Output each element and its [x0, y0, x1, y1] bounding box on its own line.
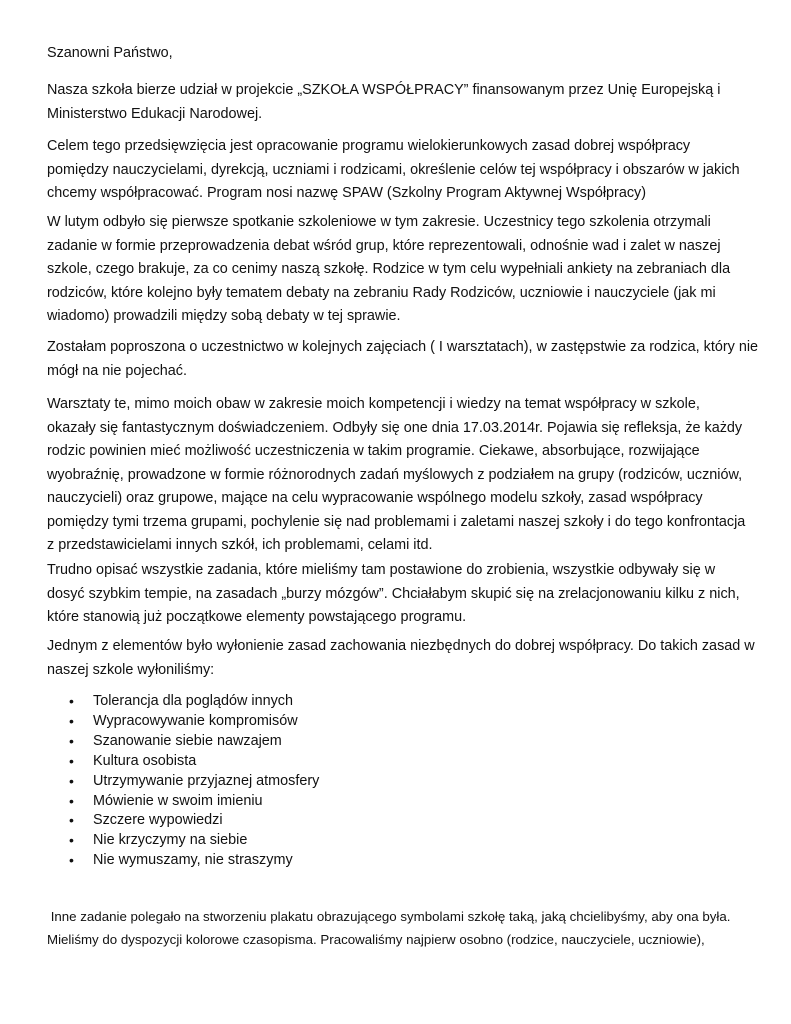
paragraph-project-goal [47, 135, 740, 206]
paragraph-line: Trudno opisać wszystkie zadania, które mieliśmy tam postawione do zrobienia, wszystkie odbywały się w [47, 562, 716, 578]
paragraph-line: Zostałam poproszona o uczestnictwo w kolejnych zajęciach ( I warsztatach), w zastępstwie za rodzica, który nie [47, 339, 759, 355]
list-item [47, 752, 319, 772]
paragraph-project-intro [47, 79, 720, 126]
rules-list [47, 692, 319, 871]
paragraph-line: zadanie w formie przeprowadzenia debat wśród grup, które reprezentowali, odnośnie wad i zalet w naszej [47, 237, 721, 254]
paragraph-line: rodziców, które kolejno były tematem debaty na zebraniu Rady Rodziców, uczniowie i nauczyciele (jak mi [47, 284, 716, 301]
paragraph-line: Mieliśmy do dyspozycji kolorowe czasopisma. Pracowaliśmy najpierw osobno (rodzice, nauczyciele, uczniowie), [47, 932, 705, 947]
list-item-label: Tolerancja dla poglądów innych [93, 693, 293, 709]
paragraph-first-meeting [47, 211, 730, 329]
paragraph-line: nauczycieli) oraz grupowe, mające na celu wypracowanie wspólnego modelu szkoły, zasad współpracy [47, 490, 703, 506]
paragraph-poster-task [47, 905, 730, 951]
list-item [47, 772, 319, 792]
list-item-label: Wypracowywanie kompromisów [93, 712, 298, 729]
paragraph-line: Celem tego przedsięwzięcia jest opracowanie programu wielokierunkowych zasad dobrej współpracy [47, 138, 691, 154]
paragraph-rules-intro [47, 635, 755, 682]
paragraph-line: Warsztaty te, mimo moich obaw w zakresie moich kompetencji i wiedzy na temat współpracy w szkole, [47, 396, 700, 412]
bullet-icon: • [69, 752, 74, 769]
bullet-icon: • [69, 732, 74, 749]
bullet-icon: • [69, 693, 74, 709]
list-item-label: Mówienie w swoim imieniu [93, 792, 263, 809]
list-item [47, 792, 319, 812]
paragraph-line: pomiędzy tymi trzema grupami, pochylenie się nad problemami i zaletami naszej szkoły i do tego konfrontacja [47, 513, 746, 530]
paragraph-line: szkole, czego brakuje, za co cenimy naszą szkołę. Rodzice w tym celu wypełniali ankiety na zebraniach dla [47, 261, 731, 277]
paragraph-line: wiadomo) prowadzili między sobą debaty w tej sprawie. [47, 308, 401, 324]
paragraph-line: Nasza szkoła bierze udział w projekcie „SZKOŁA WSPÓŁPRACY” finansowanym przez Unię Europejską i [47, 82, 721, 98]
list-item-label: Kultura osobista [93, 752, 197, 769]
greeting: Szanowni Państwo, [47, 45, 173, 61]
bullet-icon: • [69, 852, 74, 869]
paragraph-line: z przedstawicielami innych szkół, ich problemami, celami itd. [47, 537, 433, 553]
paragraph-line: okazały się fantastycznym doświadczeniem. Odbyły się one dnia 17.03.2014r. Pojawia się refleksja, że każdy [47, 419, 743, 436]
list-item [47, 712, 319, 732]
paragraph-tasks [47, 559, 740, 630]
paragraph-line: Jednym z elementów było wyłonienie zasad zachowania niezbędnych do dobrej współpracy. Do takich zasad w [47, 638, 755, 654]
paragraph-line: wyobraźnię, prowadzone w formie różnorodnych zadań myślowych z podziałem na grupy (rodziców, uczniów, [47, 466, 743, 483]
list-item [47, 732, 319, 752]
bullet-icon: • [69, 712, 74, 729]
paragraph-workshops [47, 393, 745, 558]
list-item [47, 831, 319, 851]
paragraph-invitation [47, 336, 758, 383]
list-item [47, 811, 319, 831]
paragraph-line: Inne zadanie polegało na stworzeniu plakatu obrazującego symbolami szkołę taką, jaką chcielibyśmy, aby ona była. [47, 909, 731, 924]
list-item [47, 851, 319, 871]
paragraph-line: które stanowią już początkowe elementy powstającego programu. [47, 609, 467, 625]
paragraph-line: naszej szkole wyłoniliśmy: [47, 661, 215, 678]
list-item [47, 692, 319, 712]
bullet-icon: • [69, 832, 74, 849]
list-item-label: Utrzymywanie przyjaznej atmosfery [93, 772, 320, 789]
list-item-label: Nie wymuszamy, nie straszymy [93, 852, 293, 869]
bullet-icon: • [69, 812, 74, 829]
list-item-label: Szanowanie siebie nawzajem [93, 732, 282, 749]
paragraph-line: chcemy współpracować. Program nosi nazwę SPAW (Szkolny Program Aktywnej Współpracy) [47, 185, 647, 201]
bullet-icon: • [69, 772, 74, 789]
paragraph-line: rodzic powinien mieć możliwość uczestniczenia w takim programie. Ciekawe, absorbujące, rozwijające [47, 443, 700, 459]
paragraph-line: mógł na nie pojechać. [47, 362, 187, 379]
list-item-label: Szczere wypowiedzi [93, 812, 223, 829]
paragraph-line: pomiędzy nauczycielami, dyrekcją, uczniami i rodzicami, określenie celów tej współpracy i obszarów w jakich [47, 161, 740, 178]
list-item-label: Nie krzyczymy na siebie [93, 832, 248, 849]
paragraph-line: Ministerstwo Edukacji Narodowej. [47, 105, 263, 122]
paragraph-line: dosyć szybkim tempie, na zasadach „burzy mózgów”. Chciałabym skupić się na zrelacjonowaniu kilku z nich, [47, 585, 740, 602]
paragraph-line: W lutym odbyło się pierwsze spotkanie szkoleniowe w tym zakresie. Uczestnicy tego szkolenia otrzymali [47, 214, 711, 230]
bullet-icon: • [69, 792, 74, 809]
